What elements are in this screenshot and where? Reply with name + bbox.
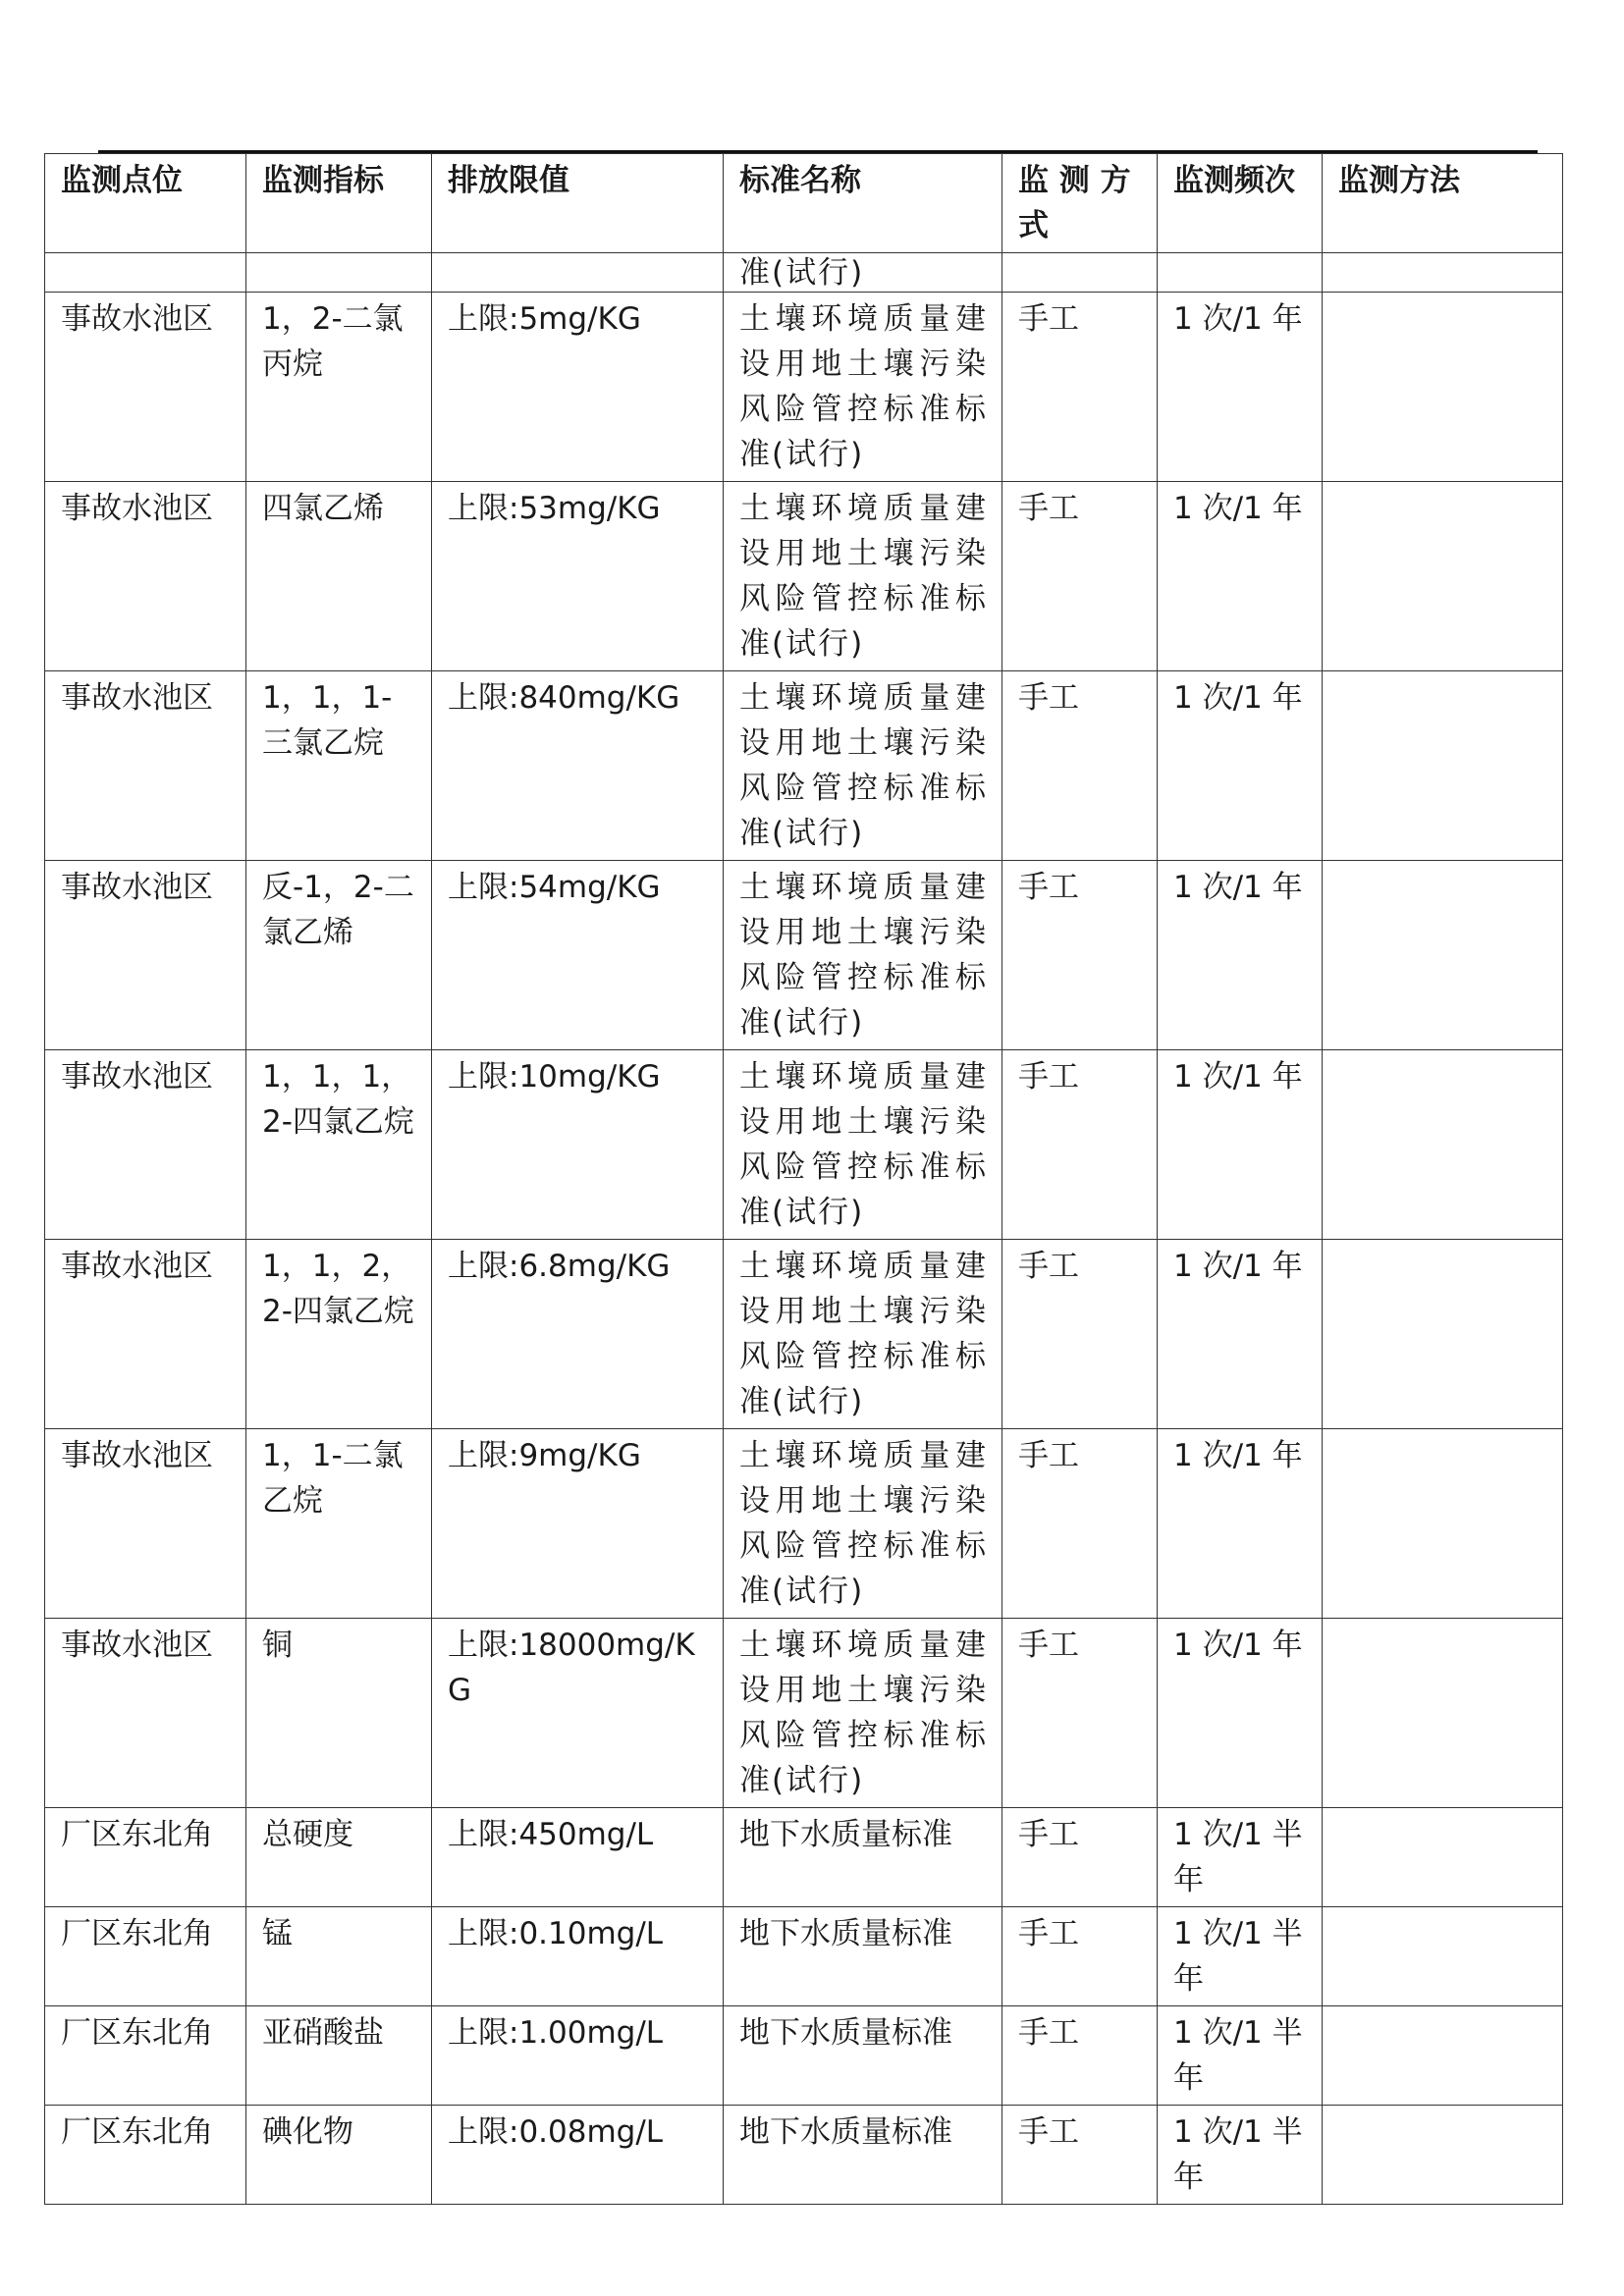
cell-indicator: 1，1，1-三氯乙烷 xyxy=(246,671,432,861)
cell-limit: 上限:840mg/KG xyxy=(432,671,724,861)
table-row xyxy=(45,1050,1563,1240)
cell-point: 厂区东北角 xyxy=(45,2006,246,2106)
cell-indicator: 总硬度 xyxy=(246,1808,432,1907)
header-monitoring-mode: 监 测 方 式 xyxy=(1002,154,1158,253)
table-row xyxy=(45,1808,1563,1907)
cell-freq xyxy=(1158,253,1323,293)
cell-method xyxy=(1323,671,1563,861)
table-row xyxy=(45,861,1563,1050)
cell-standard: 土壤环境质量建设用地土壤污染风险管控标准标准(试行) xyxy=(724,1240,1002,1429)
cell-method xyxy=(1323,2006,1563,2106)
cell-standard: 地下水质量标准 xyxy=(724,1907,1002,2006)
cell-limit: 上限:450mg/L xyxy=(432,1808,724,1907)
cell-indicator: 反-1，2-二氯乙烯 xyxy=(246,861,432,1050)
cell-point: 事故水池区 xyxy=(45,482,246,671)
cell-freq: 1 次/1 年 xyxy=(1158,1240,1323,1429)
cell-standard: 土壤环境质量建设用地土壤污染风险管控标准标准(试行) xyxy=(724,293,1002,482)
cell-standard: 地下水质量标准 xyxy=(724,2106,1002,2205)
cell-limit: 上限:18000mg/KG xyxy=(432,1619,724,1808)
cell-limit: 上限:1.00mg/L xyxy=(432,2006,724,2106)
cell-indicator: 铜 xyxy=(246,1619,432,1808)
cell-mode xyxy=(1002,253,1158,293)
cell-freq: 1 次/1 半年 xyxy=(1158,2006,1323,2106)
cell-mode: 手工 xyxy=(1002,1619,1158,1808)
cell-method xyxy=(1323,1429,1563,1619)
table-row xyxy=(45,1907,1563,2006)
cell-point: 厂区东北角 xyxy=(45,1907,246,2006)
cell-method xyxy=(1323,293,1563,482)
table-row xyxy=(45,482,1563,671)
continuation-row xyxy=(45,253,1563,293)
header-emission-limit: 排放限值 xyxy=(432,154,724,253)
cell-freq: 1 次/1 年 xyxy=(1158,482,1323,671)
header-indicator: 监测指标 xyxy=(246,154,432,253)
table-row xyxy=(45,2006,1563,2106)
cell-standard: 地下水质量标准 xyxy=(724,1808,1002,1907)
header-standard-name: 标准名称 xyxy=(724,154,1002,253)
cell-standard: 土壤环境质量建设用地土壤污染风险管控标准标准(试行) xyxy=(724,861,1002,1050)
cell-mode: 手工 xyxy=(1002,1808,1158,1907)
cell-freq: 1 次/1 半年 xyxy=(1158,1907,1323,2006)
cell-mode: 手工 xyxy=(1002,293,1158,482)
cell-freq: 1 次/1 半年 xyxy=(1158,1808,1323,1907)
table-row xyxy=(45,1240,1563,1429)
cell-point: 事故水池区 xyxy=(45,1240,246,1429)
cell-standard: 土壤环境质量建设用地土壤污染风险管控标准标准(试行) xyxy=(724,482,1002,671)
cell-point: 事故水池区 xyxy=(45,671,246,861)
cell-point: 事故水池区 xyxy=(45,861,246,1050)
cell-standard: 准(试行) xyxy=(724,253,1002,293)
cell-point: 事故水池区 xyxy=(45,1429,246,1619)
cell-indicator xyxy=(246,253,432,293)
table-row xyxy=(45,293,1563,482)
cell-limit: 上限:54mg/KG xyxy=(432,861,724,1050)
cell-limit: 上限:5mg/KG xyxy=(432,293,724,482)
cell-mode: 手工 xyxy=(1002,1050,1158,1240)
cell-indicator: 亚硝酸盐 xyxy=(246,2006,432,2106)
table-header-row xyxy=(45,154,1563,253)
cell-indicator: 1，1，1，2-四氯乙烷 xyxy=(246,1050,432,1240)
header-monitoring-point: 监测点位 xyxy=(45,154,246,253)
cell-method xyxy=(1323,1808,1563,1907)
cell-mode: 手工 xyxy=(1002,2006,1158,2106)
cell-point: 厂区东北角 xyxy=(45,2106,246,2205)
cell-limit: 上限:9mg/KG xyxy=(432,1429,724,1619)
cell-mode: 手工 xyxy=(1002,1907,1158,2006)
cell-standard: 土壤环境质量建设用地土壤污染风险管控标准标准(试行) xyxy=(724,671,1002,861)
cell-limit: 上限:53mg/KG xyxy=(432,482,724,671)
cell-freq: 1 次/1 年 xyxy=(1158,861,1323,1050)
table-row xyxy=(45,671,1563,861)
cell-standard: 土壤环境质量建设用地土壤污染风险管控标准标准(试行) xyxy=(724,1429,1002,1619)
cell-method xyxy=(1323,1240,1563,1429)
cell-indicator: 1，1，2，2-四氯乙烷 xyxy=(246,1240,432,1429)
cell-indicator: 四氯乙烯 xyxy=(246,482,432,671)
cell-point xyxy=(45,253,246,293)
cell-point: 事故水池区 xyxy=(45,1619,246,1808)
cell-limit: 上限:6.8mg/KG xyxy=(432,1240,724,1429)
table-row xyxy=(45,1429,1563,1619)
cell-method xyxy=(1323,253,1563,293)
cell-indicator: 碘化物 xyxy=(246,2106,432,2205)
cell-standard: 土壤环境质量建设用地土壤污染风险管控标准标准(试行) xyxy=(724,1619,1002,1808)
table-row xyxy=(45,2106,1563,2205)
cell-mode: 手工 xyxy=(1002,1240,1158,1429)
cell-freq: 1 次/1 年 xyxy=(1158,1050,1323,1240)
cell-limit xyxy=(432,253,724,293)
cell-freq: 1 次/1 年 xyxy=(1158,1619,1323,1808)
cell-mode: 手工 xyxy=(1002,2106,1158,2205)
cell-freq: 1 次/1 年 xyxy=(1158,671,1323,861)
monitoring-table xyxy=(44,153,1563,2205)
cell-mode: 手工 xyxy=(1002,482,1158,671)
cell-method xyxy=(1323,1050,1563,1240)
cell-indicator: 1，1-二氯乙烷 xyxy=(246,1429,432,1619)
cell-limit: 上限:0.10mg/L xyxy=(432,1907,724,2006)
cell-method xyxy=(1323,482,1563,671)
cell-freq: 1 次/1 年 xyxy=(1158,293,1323,482)
cell-indicator: 锰 xyxy=(246,1907,432,2006)
cell-point: 厂区东北角 xyxy=(45,1808,246,1907)
cell-freq: 1 次/1 半年 xyxy=(1158,2106,1323,2205)
table-row xyxy=(45,1619,1563,1808)
cell-freq: 1 次/1 年 xyxy=(1158,1429,1323,1619)
cell-point: 事故水池区 xyxy=(45,293,246,482)
header-method: 监测方法 xyxy=(1323,154,1563,253)
cell-method xyxy=(1323,2106,1563,2205)
cell-method xyxy=(1323,1619,1563,1808)
cell-standard: 地下水质量标准 xyxy=(724,2006,1002,2106)
cell-mode: 手工 xyxy=(1002,861,1158,1050)
header-frequency: 监测频次 xyxy=(1158,154,1323,253)
cell-point: 事故水池区 xyxy=(45,1050,246,1240)
cell-method xyxy=(1323,861,1563,1050)
cell-indicator: 1，2-二氯丙烷 xyxy=(246,293,432,482)
cell-mode: 手工 xyxy=(1002,671,1158,861)
cell-limit: 上限:10mg/KG xyxy=(432,1050,724,1240)
cell-standard: 土壤环境质量建设用地土壤污染风险管控标准标准(试行) xyxy=(724,1050,1002,1240)
cell-mode: 手工 xyxy=(1002,1429,1158,1619)
cell-method xyxy=(1323,1907,1563,2006)
cell-limit: 上限:0.08mg/L xyxy=(432,2106,724,2205)
